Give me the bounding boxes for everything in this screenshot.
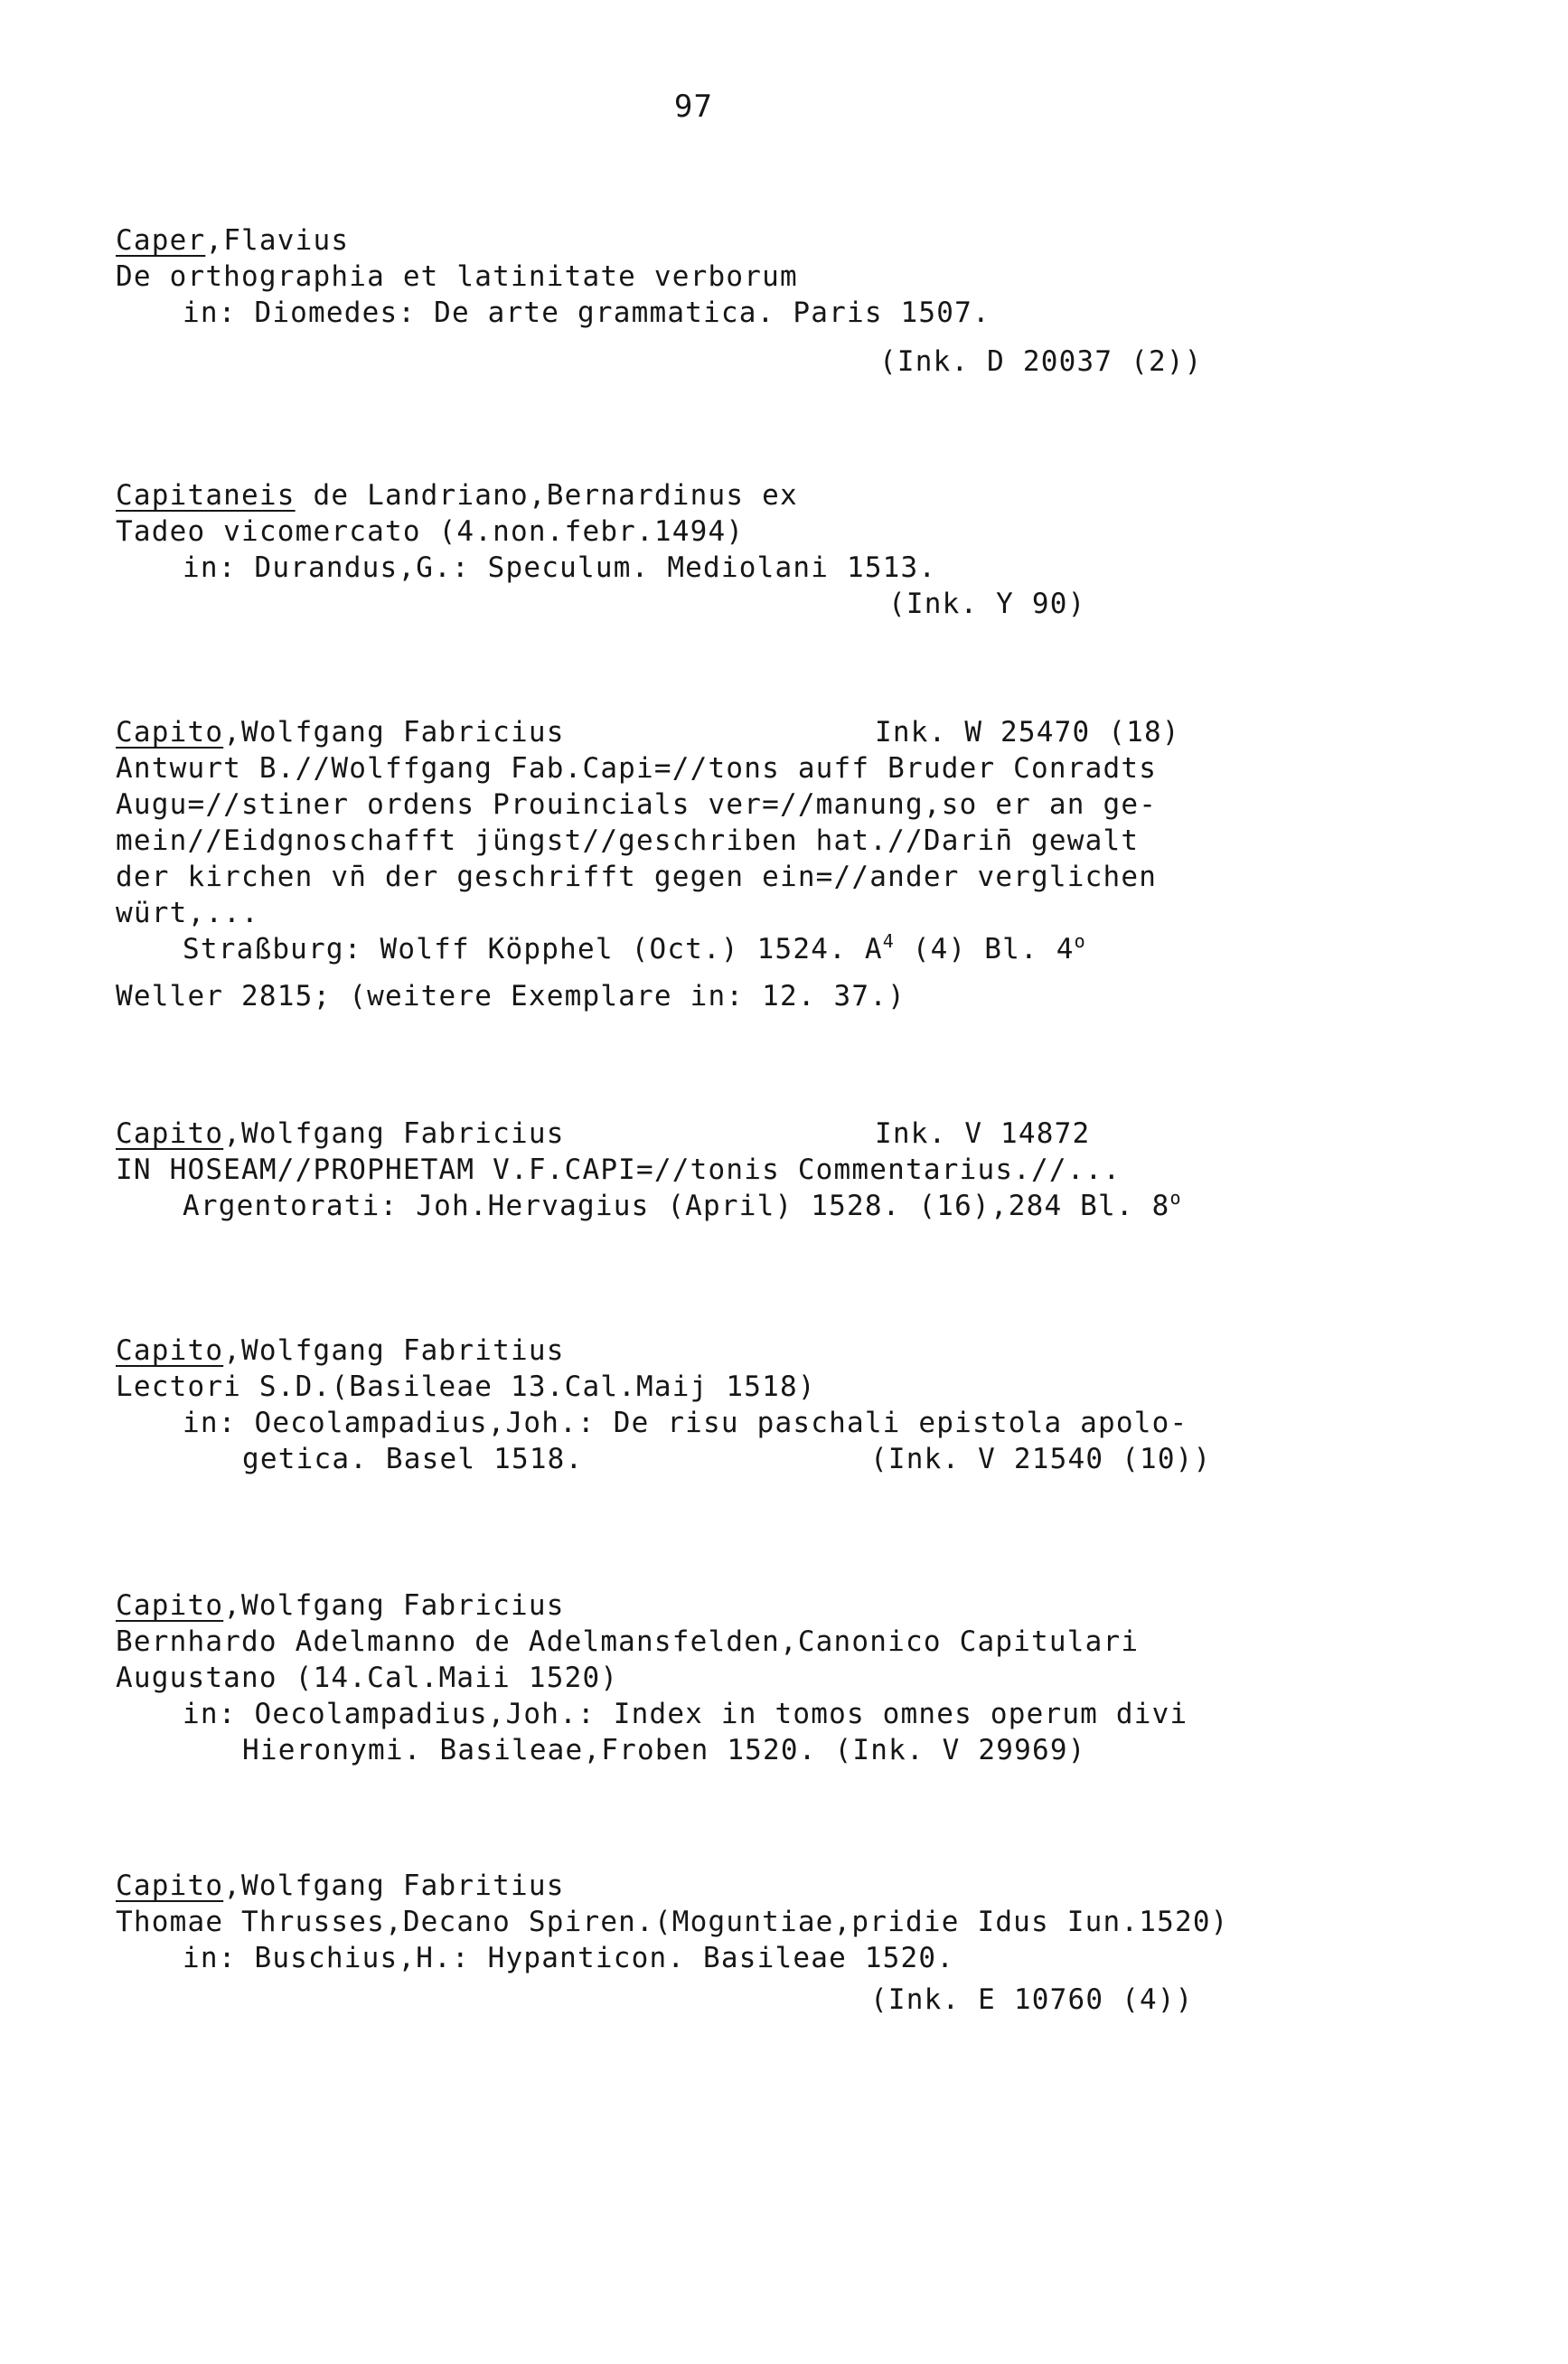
entry-source-cont: Hieronymi. Basileae,Froben 1520. (Ink. V 29969)	[242, 1734, 1086, 1766]
entry-source: in: Oecolampadius,Joh.: Index in tomos omnes operum divi	[183, 1698, 1188, 1730]
entry-title: De orthographia et latinitate verborum	[116, 260, 798, 293]
entry-heading	[116, 1868, 1291, 1904]
entry-source: in: Oecolampadius,Joh.: De risu paschali epistola apolo-	[183, 1407, 1188, 1439]
entry-heading	[116, 1333, 1291, 1369]
entry-title: Lectori S.D.(Basileae 13.Cal.Maij 1518)	[116, 1370, 816, 1403]
catalog-entry-capito-lectori	[116, 1333, 1291, 1477]
page-number: 97	[673, 89, 714, 125]
entry-title-cont: Augustano (14.Cal.Maii 1520)	[116, 1662, 619, 1694]
heading-name: Capito	[116, 1334, 224, 1367]
entry-title: IN HOSEAM//PROPHETAM V.F.CAPI=//tonis Commentarius.//...	[116, 1154, 1122, 1186]
shelfmark: (Ink. E 10760 (4))	[870, 1983, 1194, 2016]
entry-source: in: Buschius,H.: Hypanticon. Basileae 1520.	[183, 1942, 955, 1974]
shelfmark: Ink. W 25470 (18)	[875, 716, 1180, 749]
shelfmark: Ink. V 14872	[875, 1117, 1091, 1150]
entry-heading	[116, 222, 1291, 259]
entry-title: Thomae Thrusses,Decano Spiren.(Moguntiae,pridie Idus Iun.1520)	[116, 1906, 1229, 1938]
heading-name: Caper	[116, 224, 206, 257]
shelfmark: (Ink. V 21540 (10))	[870, 1443, 1212, 1475]
entry-title-line: Augu=//stiner ordens Prouincials ver=//manung,so er an ge-	[116, 788, 1158, 821]
heading-name: Capito	[116, 1589, 224, 1622]
catalog-entry-capito-hoseam	[116, 1116, 1291, 1224]
entry-imprint: Straßburg: Wolff Köpphel (Oct.) 1524. $A^4$ (4) Bl. 4$^o$	[183, 930, 1086, 965]
heading-name: Capito	[116, 1870, 224, 1902]
heading-rest: ,Wolfgang Fabritius	[223, 1334, 565, 1367]
entry-source: in: Durandus,G.: Speculum. Mediolani 1513.	[183, 551, 937, 584]
entry-title: Tadeo vicomercato (4.non.febr.1494)	[116, 515, 745, 548]
entry-title-line: mein//Eidgnoschafft jüngst//geschriben hat.//Darin̄ gewalt	[116, 824, 1140, 857]
catalog-entry-capitaneis	[116, 477, 1291, 620]
entry-title: Bernhardo Adelmanno de Adelmansfelden,Canonico Capitulari	[116, 1625, 1140, 1658]
entry-title-line: würt,...	[116, 897, 259, 929]
entry-source: in: Diomedes: De arte grammatica. Paris 1507.	[183, 297, 991, 329]
heading-rest: ,Flavius	[205, 224, 350, 257]
shelfmark: (Ink. D 20037 (2))	[879, 345, 1203, 378]
heading-rest: de Landriano,Bernardinus ex	[295, 479, 798, 512]
shelfmark: (Ink. Y 90)	[888, 588, 1086, 620]
entry-heading	[116, 1587, 1291, 1624]
heading-name: Capito	[116, 1117, 224, 1150]
heading-rest: ,Wolfgang Fabricius	[223, 1117, 565, 1150]
entry-heading	[116, 477, 1291, 513]
heading-name: Capito	[116, 716, 224, 749]
entry-title-line: Antwurt B.//Wolffgang Fab.Capi=//tons auff Bruder Conradts	[116, 752, 1158, 785]
heading-name: Capitaneis	[116, 479, 296, 512]
entry-imprint: Argentorati: Joh.Hervagius (April) 1528. (16),284 Bl. 8$^o$	[183, 1187, 1182, 1222]
heading-rest: ,Wolfgang Fabricius	[223, 716, 565, 749]
catalog-entry-caper	[116, 222, 1291, 378]
heading-rest: ,Wolfgang Fabricius	[223, 1589, 565, 1622]
catalog-entry-capito-thrusses	[116, 1868, 1291, 2016]
entry-heading	[116, 1116, 1291, 1152]
catalog-entry-capito-adelmann	[116, 1587, 1291, 1768]
entry-source-cont: getica. Basel 1518.	[242, 1443, 584, 1475]
entry-note: Weller 2815; (weitere Exemplare in: 12. 37.)	[116, 980, 906, 1012]
catalog-entry-capito-antwurt	[116, 714, 1291, 1014]
heading-rest: ,Wolfgang Fabritius	[223, 1870, 565, 1902]
entry-title-line: der kirchen vn̄ der geschrifft gegen ein=//ander verglichen	[116, 861, 1158, 893]
